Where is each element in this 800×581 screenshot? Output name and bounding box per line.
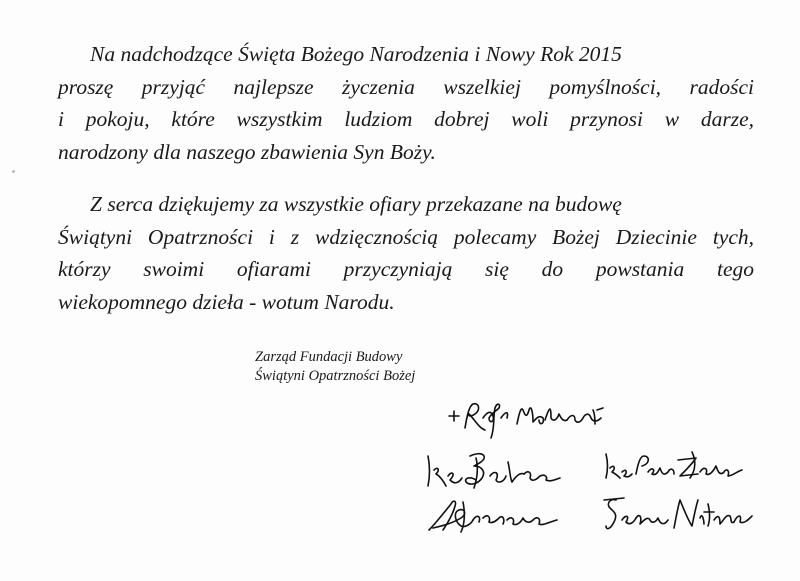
handwritten-signature-5: [600, 490, 760, 540]
greeting-paragraph: [58, 38, 754, 168]
sender-line: Świątyni Opatrzności Bożej: [255, 368, 416, 384]
paragraph-line: Z serca dziękujemy za wszystkie ofiary przekazane na budowę: [90, 192, 622, 216]
thanks-paragraph: [58, 188, 754, 318]
sender-line: Zarząd Fundacji Budowy: [255, 349, 403, 365]
handwritten-signature-3: [600, 446, 750, 486]
paragraph-line: narodzony dla naszego zbawienia Syn Boży.: [58, 139, 436, 164]
scan-speck: [12, 170, 15, 173]
paragraph-line: proszę przyjąć najlepsze życzenia wszelkiej pomyślności, radości: [58, 74, 754, 99]
paragraph-line: i pokoju, które wszystkim ludziom dobrej woli przynosi w darze,: [58, 107, 754, 131]
paragraph-line: którzy swoimi ofiarami przyczyniają się do powstania tego: [58, 257, 754, 281]
handwritten-signature-4: [425, 494, 575, 540]
paragraph-line: Na nadchodzące Święta Bożego Narodzenia i Nowy Rok 2015: [90, 42, 622, 66]
handwritten-signature-1: [445, 398, 615, 448]
paragraph-line: Świątyni Opatrzności i z wdzięcznością polecamy Bożej Dziecinie tych,: [58, 224, 754, 249]
sender-block: [255, 348, 415, 386]
paragraph-line: wiekopomnego dzieła - wotum Narodu.: [58, 289, 395, 314]
handwritten-signature-2: [420, 446, 570, 494]
